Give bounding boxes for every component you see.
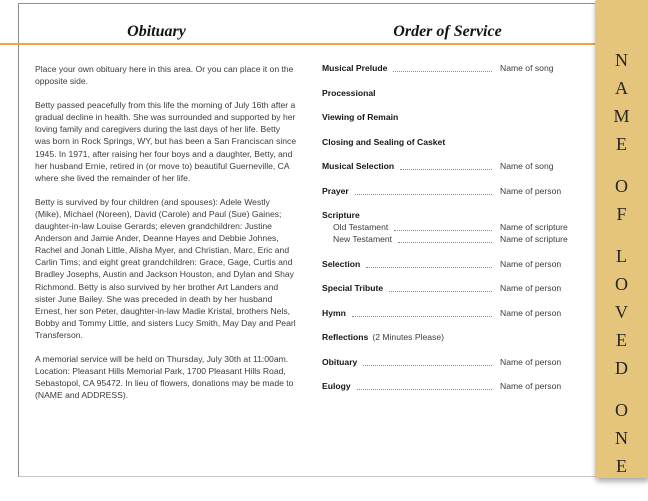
service-item-label: Prayer	[322, 185, 349, 196]
obituary-paragraph-survivors: Betty is survived by four children (and spouses): Adele Westly (Mike), Michael (Noreen), David (Carole) and Paul (Sue) Gaines; daughter-in-law Louise Gerards; eleven grandchildren: Justine Anderson and Jamie Ander, Deanne Hayes and Debbie Johnes, Rachel and Jonah Little, Alisha Myer, and Christian, Marc, Eric and Carlin Tims; and eight great grandchildren: Grace, Gage, Curtis and Bradley Josephs, Austin and Jackson Houston, and Dylan and Shay Richmond. Betty is also survived by her brother Art Landers and sister June Bailey. She was preceded in death by her husband Ernest, her son Peter, daughter-in-law Madie Kristal, brothers Nels, Bobby and Tommy Little, and sisters Lucy Smith, May Day and Pearl Transferson.	[35, 196, 296, 340]
side-band-letter: V	[615, 302, 628, 322]
service-item-value: Name of person	[500, 356, 562, 367]
side-band-letter: A	[615, 78, 628, 98]
service-item-obituary	[322, 356, 578, 368]
side-band-letter: O	[615, 400, 628, 420]
service-item-label: Eulogy	[322, 381, 351, 391]
dotted-leader	[363, 365, 492, 366]
service-item-label: Scripture	[322, 210, 360, 220]
obituary-paragraph-service-info: A memorial service will be held on Thursday, July 30th at 11:00am. Location: Pleasant Hills Memorial Park, 1700 Pleasant Hills Road, Sebastopol, CA 95472. In lieu of flowers, donations may be made to (NAME and ADDRESS).	[35, 353, 294, 401]
service-item-value: Name of person	[500, 381, 562, 391]
service-item-hymn	[322, 307, 578, 319]
service-item-label: Selection	[322, 258, 361, 269]
service-item-special-tribute	[322, 282, 578, 294]
dotted-leader	[400, 169, 492, 170]
service-item-label: Processional	[322, 87, 376, 98]
service-subitem-value: Name of scripture	[500, 222, 568, 232]
service-item-selection	[322, 258, 578, 270]
service-item-label: Obituary	[322, 356, 358, 367]
service-item-processional	[322, 87, 578, 99]
service-item-note: (2 Minutes Please)	[372, 332, 444, 342]
side-band-letter: E	[616, 134, 627, 154]
service-item-value: Name of song	[500, 161, 554, 171]
service-item-value: Name of person	[500, 283, 562, 293]
service-item-eulogy	[322, 380, 578, 392]
dotted-leader	[389, 291, 492, 292]
dotted-leader	[366, 267, 492, 268]
service-item-value: Name of person	[500, 307, 562, 318]
service-item-musical-prelude	[322, 62, 578, 74]
service-subitem-label: New Testament	[333, 234, 393, 244]
side-band-letter: L	[616, 246, 627, 266]
side-band-letter: N	[615, 428, 628, 448]
side-band-letter: E	[616, 330, 627, 350]
service-item-musical-selection	[322, 160, 578, 172]
service-subitem-label: Old Testament	[333, 222, 389, 232]
gold-divider-rule	[0, 43, 595, 45]
obituary-text-column	[35, 63, 297, 413]
service-subitem-value: Name of scripture	[500, 234, 568, 244]
dotted-leader	[394, 230, 492, 231]
side-band-letter: O	[615, 274, 628, 294]
service-item-prayer	[322, 185, 578, 197]
service-item-value: Name of person	[500, 185, 562, 196]
service-item-closing-casket	[322, 136, 578, 148]
service-item-label: Hymn	[322, 307, 346, 318]
side-band-letter: D	[615, 358, 628, 378]
order-of-service-panel-title: Order of Service	[393, 23, 502, 40]
service-item-label: Closing and Sealing of Casket	[322, 136, 446, 147]
loved-one-name-band	[595, 0, 648, 478]
service-item-value: Name of song	[500, 63, 554, 73]
obituary-paragraph-life: Betty passed peacefully from this life the morning of July 16th after a gradual decline in health. She was surrounded and supported by her loving family and caregivers during the last days of her life. Betty was born in Rock Springs, WY, but has been a San Franciscan since 1945. In 1971, after raising her four boys and a daughter, Betty, and her husband Ernie, retired in (or move to) beautiful Guerneville, CA where she lived the remainder of her life.	[35, 100, 297, 183]
order-of-service-list	[322, 62, 578, 405]
service-item-label: Musical Selection	[322, 161, 395, 171]
service-item-value: Name of person	[500, 258, 562, 269]
obituary-panel-title: Obituary	[127, 23, 186, 40]
service-item-label: Special Tribute	[322, 283, 384, 293]
side-band-letter: N	[615, 50, 628, 70]
service-subitem-new-testament	[322, 233, 578, 245]
dotted-leader	[398, 242, 492, 243]
side-band-letter: O	[615, 176, 628, 196]
dotted-leader	[357, 389, 492, 390]
service-item-viewing-of-remain	[322, 111, 578, 123]
obituary-placeholder-paragraph: Place your own obituary here in this area. Or you can place it on the opposite side.	[35, 64, 294, 87]
dotted-leader	[393, 71, 492, 72]
side-band-letter: E	[616, 456, 627, 476]
service-item-reflections	[322, 331, 578, 343]
side-band-letter: M	[613, 106, 630, 126]
dotted-leader	[355, 194, 492, 195]
service-item-label: Reflections	[322, 332, 369, 342]
service-item-scripture	[322, 209, 578, 221]
service-item-label: Musical Prelude	[322, 63, 388, 73]
dotted-leader	[352, 316, 492, 317]
side-band-letter: F	[616, 204, 627, 224]
service-subitem-old-testament	[322, 221, 578, 233]
service-item-label: Viewing of Remain	[322, 112, 399, 122]
